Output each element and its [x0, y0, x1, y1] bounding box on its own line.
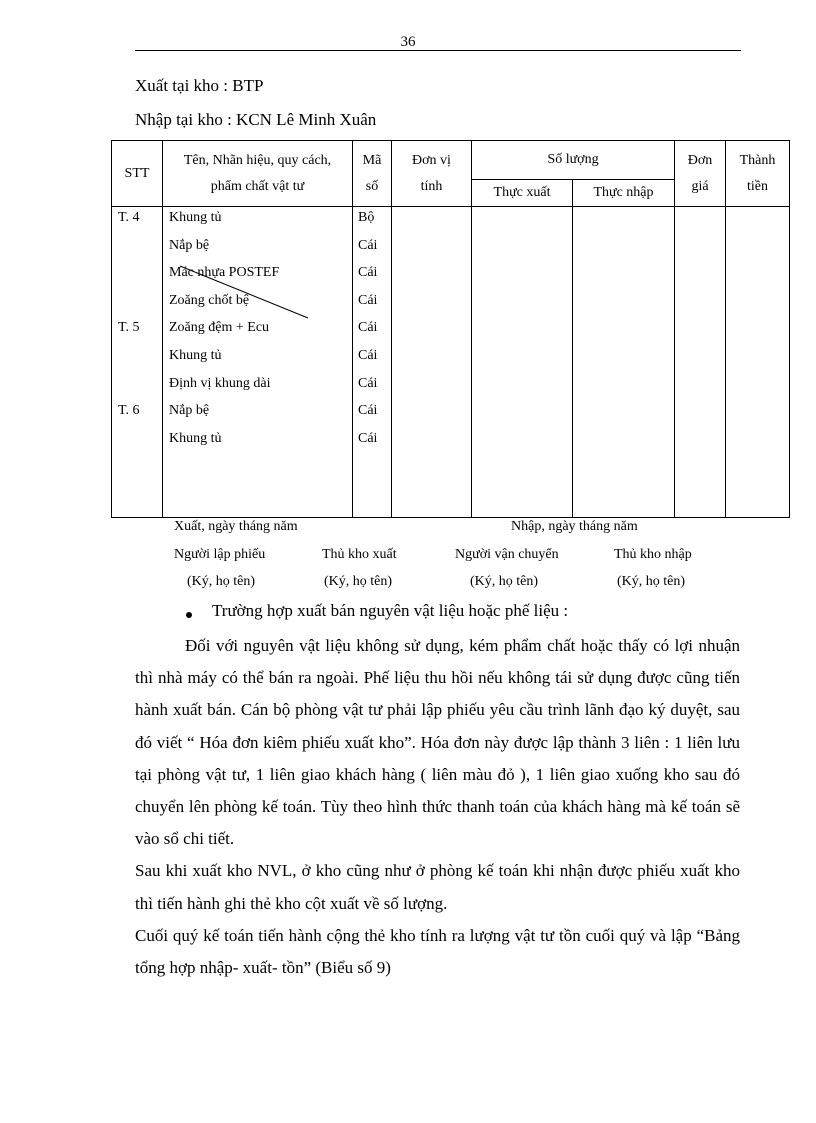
header-don-gia: Đơn giá: [675, 141, 726, 207]
xuat-ngay-thang: Xuất, ngày tháng năm: [174, 519, 298, 534]
thuc-nhap-cell: [573, 207, 675, 518]
bullet-heading: Trường hợp xuất bán nguyên vật liệu hoặc phế liệu :: [212, 601, 569, 620]
sign-note-2: (Ký, họ tên): [324, 574, 393, 589]
don-vi-tinh-cell: [392, 207, 472, 518]
voucher-table: [111, 140, 790, 518]
void-slash-line: [163, 207, 353, 518]
header-ten: Tên, Nhãn hiệu, quy cách, phẩm chất vật tư: [163, 141, 353, 207]
header-thuc-nhap: Thực nhập: [573, 180, 675, 207]
header-so-luong: Số lượng: [472, 141, 675, 180]
nhap-ngay-thang: Nhập, ngày tháng năm: [511, 519, 638, 534]
header-don-vi-tinh: Đơn vị tính: [392, 141, 472, 207]
thuc-xuat-cell: [472, 207, 573, 518]
unit-column: Bộ Cái Cái Cái Cái Cái Cái Cái Cái: [353, 207, 392, 518]
header-ma-so: Mã số: [353, 141, 392, 207]
role-nguoi-van-chuyen: Người vận chuyển: [455, 547, 559, 562]
xuat-tai-kho: Xuất tại kho : BTP: [135, 76, 264, 95]
page-number: 36: [400, 34, 416, 50]
role-thu-kho-nhap: Thủ kho nhập: [614, 547, 692, 562]
stt-column: T. 4 T. 5 T. 6: [112, 207, 163, 518]
header-thanh-tien: Thành tiền: [726, 141, 790, 207]
paragraph-2: Sau khi xuất kho NVL, ở kho cũng như ở phòng kế toán khi nhận được phiếu xuất kho thì tiến hành ghi thẻ kho cột xuất về số lượng.: [135, 861, 740, 913]
header-thuc-xuat: Thực xuất: [472, 180, 573, 207]
bullet-icon: [186, 612, 192, 618]
nhap-tai-kho: Nhập tại kho : KCN Lê Minh Xuân: [135, 110, 377, 129]
sign-note-1: (Ký, họ tên): [187, 574, 256, 589]
header-rule: [135, 50, 741, 51]
paragraph-3: Cuối quý kế toán tiến hành cộng thẻ kho tính ra lượng vật tư tồn cuối quý và lập “Bảng tổng hợp nhập- xuất- tồn” (Biểu số 9): [135, 925, 740, 978]
sign-note-4: (Ký, họ tên): [617, 574, 686, 589]
don-gia-cell: [675, 207, 726, 518]
header-stt: STT: [112, 141, 163, 207]
thanh-tien-cell: [726, 207, 790, 518]
role-thu-kho-xuat: Thủ kho xuất: [322, 547, 397, 562]
name-column: Khung tủ Nắp bệ Mác nhựa POSTEF Zoăng chốt bệ Zoăng đệm + Ecu Khung tủ Định vị khung dài Nắp bệ Khung tủ: [163, 207, 353, 518]
paragraph-1: Đối với nguyên vật liệu không sử dụng, kém phẩm chất hoặc thấy có lợi nhuận thì nhà máy có thể bán ra ngoài. Phế liệu thu hồi nếu không tái sử dụng được cũng tiến hành xuất bán. Cán bộ phòng vật tư phải lập phiếu yêu cầu trình lãnh đạo ký duyệt, sau đó viết “ Hóa đơn kiêm phiếu xuất kho”. Hóa đơn này được lập thành 3 liên : 1 liên lưu tại phòng vật tư, 1 liên giao khách hàng ( liên màu đỏ ), 1 liên giao xuống kho sau đó chuyển lên phòng kế toán. Tùy theo hình thức thanh toán của khách hàng mà kế toán sẽ vào sổ chi tiết.: [135, 636, 740, 849]
sign-note-3: (Ký, họ tên): [470, 574, 539, 589]
body-text: [135, 630, 740, 984]
role-nguoi-lap-phieu: Người lập phiếu: [174, 547, 266, 562]
